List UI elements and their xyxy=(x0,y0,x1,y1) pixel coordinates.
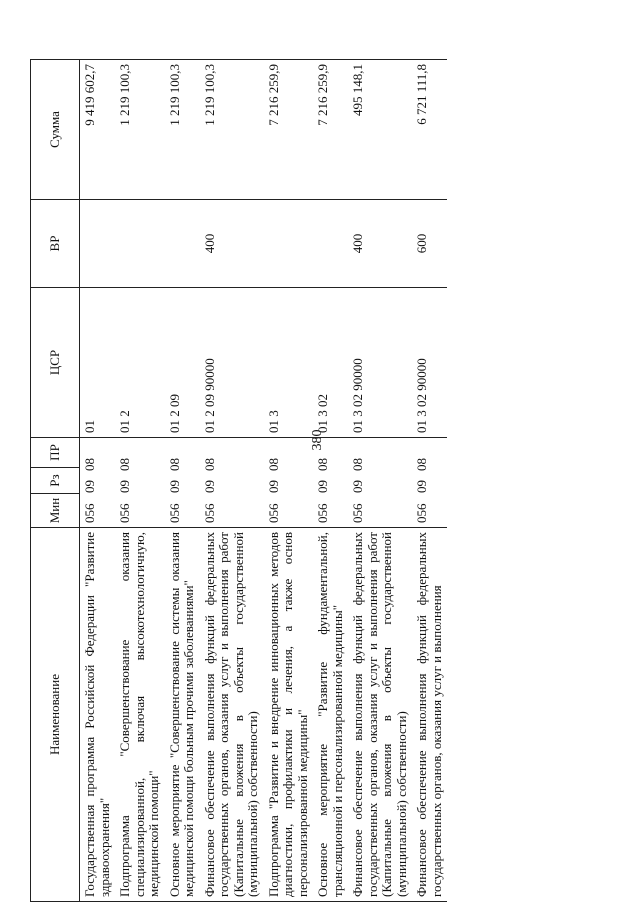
row-rz: 09 xyxy=(82,480,97,493)
row-codes xyxy=(412,438,447,528)
row-vr xyxy=(115,200,165,288)
table-row xyxy=(313,60,348,902)
row-sum: 7 216 259,9 xyxy=(313,60,348,200)
row-vr xyxy=(313,200,348,288)
row-rz: 09 xyxy=(315,480,330,493)
row-sum: 7 216 259,9 xyxy=(264,60,314,200)
row-codes xyxy=(264,438,314,528)
row-pr: 08 xyxy=(315,458,330,471)
table-row xyxy=(348,60,412,902)
row-pr: 08 xyxy=(117,458,132,471)
table-row xyxy=(200,60,264,902)
page-number: 380 xyxy=(310,429,325,451)
table-row xyxy=(412,60,447,902)
row-csr: 01 2 09 xyxy=(165,288,200,438)
row-min: 056 xyxy=(414,503,429,523)
row-rz: 09 xyxy=(117,480,132,493)
row-min: 056 xyxy=(350,503,365,523)
row-rz: 09 xyxy=(265,480,281,493)
row-name: Подпрограмма "Развитие и внедрение инновационных методов диагностики, профилактики и лечения, а также основ персонализированной медицины" xyxy=(264,528,314,902)
row-min: 056 xyxy=(265,503,281,523)
header-name: Наименование xyxy=(31,528,80,902)
table-row xyxy=(115,60,165,902)
row-vr: 400 xyxy=(348,200,412,288)
row-codes xyxy=(115,438,165,528)
row-sum: 9 419 602,7 xyxy=(80,60,116,200)
row-codes xyxy=(80,438,116,528)
row-codes xyxy=(348,438,412,528)
row-pr: 08 xyxy=(350,458,365,471)
row-sum: 495 148,1 xyxy=(348,60,412,200)
header-vr: ВР xyxy=(31,200,80,288)
row-vr: 400 xyxy=(200,200,264,288)
row-csr: 01 xyxy=(80,288,116,438)
row-sum: 1 219 100,3 xyxy=(115,60,165,200)
table-header-row xyxy=(31,60,80,902)
header-csr: ЦСР xyxy=(31,288,80,438)
row-sum: 6 721 111,8 xyxy=(412,60,447,200)
row-name: Финансовое обеспечение выполнения функций федеральных государственных органов, оказания услуг и выполнения работ (Капитальные вложения в объекты государственной (муниципальной) собственности) xyxy=(348,528,412,902)
row-rz: 09 xyxy=(166,480,182,493)
header-rz: Рз xyxy=(31,468,80,494)
row-csr: 01 3 02 xyxy=(313,288,348,438)
row-min: 056 xyxy=(82,503,97,523)
row-csr: 01 3 xyxy=(264,288,314,438)
row-pr: 08 xyxy=(414,458,429,471)
row-pr: 08 xyxy=(82,458,97,471)
row-name: Финансовое обеспечение выполнения функций федеральных государственных органов, оказания услуг и выполнения работ (Капитальные вложения в объекты государственной (муниципальной) собственности) xyxy=(200,528,264,902)
row-min: 056 xyxy=(201,503,217,523)
row-pr: 08 xyxy=(166,458,182,471)
row-pr: 08 xyxy=(201,458,217,471)
row-name: Финансовое обеспечение выполнения функций федеральных государственных органов, оказания услуг и выполнения xyxy=(412,528,447,902)
table-row xyxy=(264,60,314,902)
rotated-page-content xyxy=(30,60,564,902)
row-csr: 01 2 09 90000 xyxy=(200,288,264,438)
row-vr xyxy=(264,200,314,288)
row-vr xyxy=(80,200,116,288)
row-sum: 1 219 100,3 xyxy=(200,60,264,200)
row-pr: 08 xyxy=(265,458,281,471)
row-min: 056 xyxy=(315,503,330,523)
row-codes xyxy=(200,438,264,528)
row-vr xyxy=(165,200,200,288)
row-name: Основное мероприятие "Совершенствование системы оказания медицинской помощи больным прочими заболеваниями" xyxy=(165,528,200,902)
header-pr: ПР xyxy=(31,438,80,468)
row-sum: 1 219 100,3 xyxy=(165,60,200,200)
row-rz: 09 xyxy=(350,480,365,493)
row-codes xyxy=(165,438,200,528)
row-rz: 09 xyxy=(201,480,217,493)
row-csr: 01 2 xyxy=(115,288,165,438)
row-csr: 01 3 02 90000 xyxy=(348,288,412,438)
row-name: Подпрограмма "Совершенствование оказания специализированной, включая высокотехнологичную, медицинской помощи" xyxy=(115,528,165,902)
header-min: Мин xyxy=(31,494,80,528)
row-min: 056 xyxy=(166,503,182,523)
row-codes xyxy=(313,438,348,528)
row-name: Основное мероприятие "Развитие фундаментальной, трансляционной и персонализированной медицины" xyxy=(313,528,348,902)
row-name: Государственная программа Российской Федерации "Развитие здравоохранения" xyxy=(80,528,116,902)
row-csr: 01 3 02 90000 xyxy=(412,288,447,438)
table-row xyxy=(165,60,200,902)
row-min: 056 xyxy=(117,503,132,523)
header-sum: Сумма xyxy=(31,60,80,200)
row-vr: 600 xyxy=(412,200,447,288)
table-row xyxy=(80,60,116,902)
row-rz: 09 xyxy=(414,480,429,493)
budget-table xyxy=(30,59,447,902)
